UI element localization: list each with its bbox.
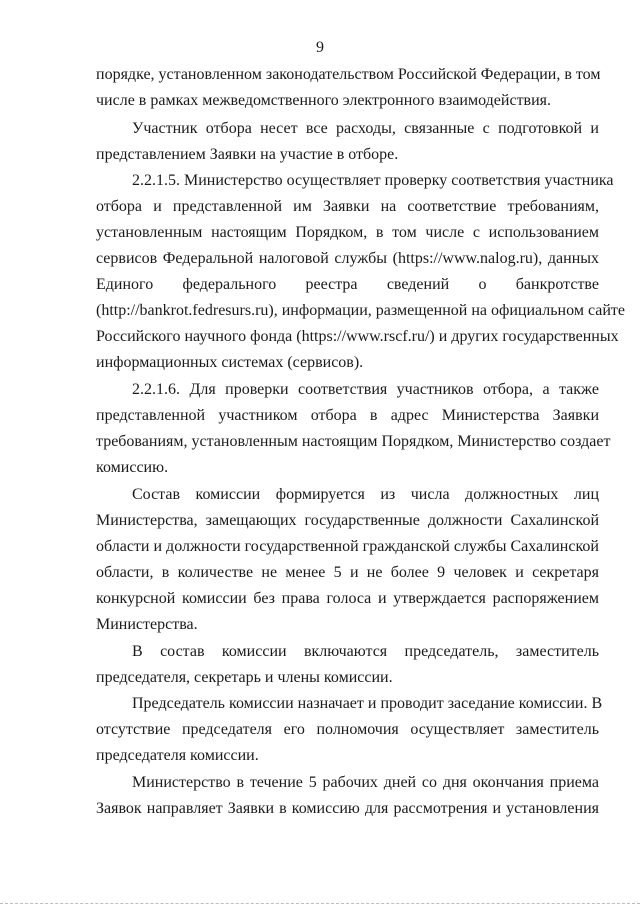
page-number: 9 [316, 39, 324, 56]
text-line: сервисов Федеральной налоговой службы (https://www.nalog.ru), данных [96, 250, 599, 267]
text-line: Состав комиссии формируется из числа должностных лиц [132, 486, 599, 503]
text-line: Министерства. [96, 616, 198, 633]
paragraph-5 [96, 482, 599, 638]
text-line: требованиям, установленным настоящим Порядком, Министерство создает [96, 433, 611, 450]
paragraph-7 [96, 691, 603, 769]
text-line: информационных системах (сервисов). [96, 354, 364, 371]
text-line: (http://bankrot.fedresurs.ru), информации, размещенной на официальном сайте [96, 302, 625, 319]
text-line: Министерства, замещающих государственные должности Сахалинской [96, 512, 599, 529]
paragraph-2 [96, 116, 599, 168]
text-line: Единого федерального реестра сведений о банкротстве [96, 276, 599, 293]
text-line: представлением Заявки на участие в отборе. [96, 146, 399, 163]
text-line: области, в количестве не менее 5 и не более 9 человек и секретаря [96, 564, 599, 581]
text-line: конкурсной комиссии без права голоса и утверждается распоряжением [96, 590, 599, 607]
text-line: комиссию. [96, 459, 169, 476]
text-line: отбора и представленной им Заявки на соответствие требованиям, [96, 198, 599, 215]
text-line: Председатель комиссии назначает и проводит заседание комиссии. В [132, 695, 603, 712]
text-line: числе в рамках межведомственного электронного взаимодействия. [96, 92, 552, 109]
text-line: установленным настоящим Порядком, в том числе с использованием [96, 224, 599, 241]
text-line: отсутствие председателя его полномочия осуществляет заместитель [96, 721, 599, 738]
text-line: порядке, установленном законодательством Российской Федерации, в том [96, 66, 601, 83]
text-line: Министерство в течение 5 рабочих дней со дня окончания приема [132, 774, 599, 791]
text-line: Российского научного фонда (https://www.rscf.ru/) и других государственных [96, 328, 619, 345]
text-line: председателя, секретарь и члены комиссии. [96, 669, 393, 686]
text-line: области и должности государственной гражданской службы Сахалинской [96, 538, 599, 555]
scan-edge-divider [0, 903, 640, 904]
paragraph-6 [96, 639, 599, 691]
text-line: В состав комиссии включаются председатель, заместитель [132, 643, 599, 660]
text-line: Участник отбора несет все расходы, связанные с подготовкой и [132, 120, 599, 137]
paragraph-1 [96, 62, 599, 114]
paragraph-8 [96, 770, 599, 822]
paragraph-3 [96, 168, 625, 376]
text-line: председателя комиссии. [96, 747, 259, 764]
text-line: представленной участником отбора в адрес Министерства Заявки [96, 407, 599, 424]
text-line: 2.2.1.5. Министерство осуществляет проверку соответствия участника [132, 172, 614, 189]
paragraph-4 [96, 377, 611, 481]
text-line: 2.2.1.6. Для проверки соответствия участников отбора, а также [132, 381, 599, 398]
text-line: Заявок направляет Заявки в комиссию для рассмотрения и установления [96, 800, 599, 817]
